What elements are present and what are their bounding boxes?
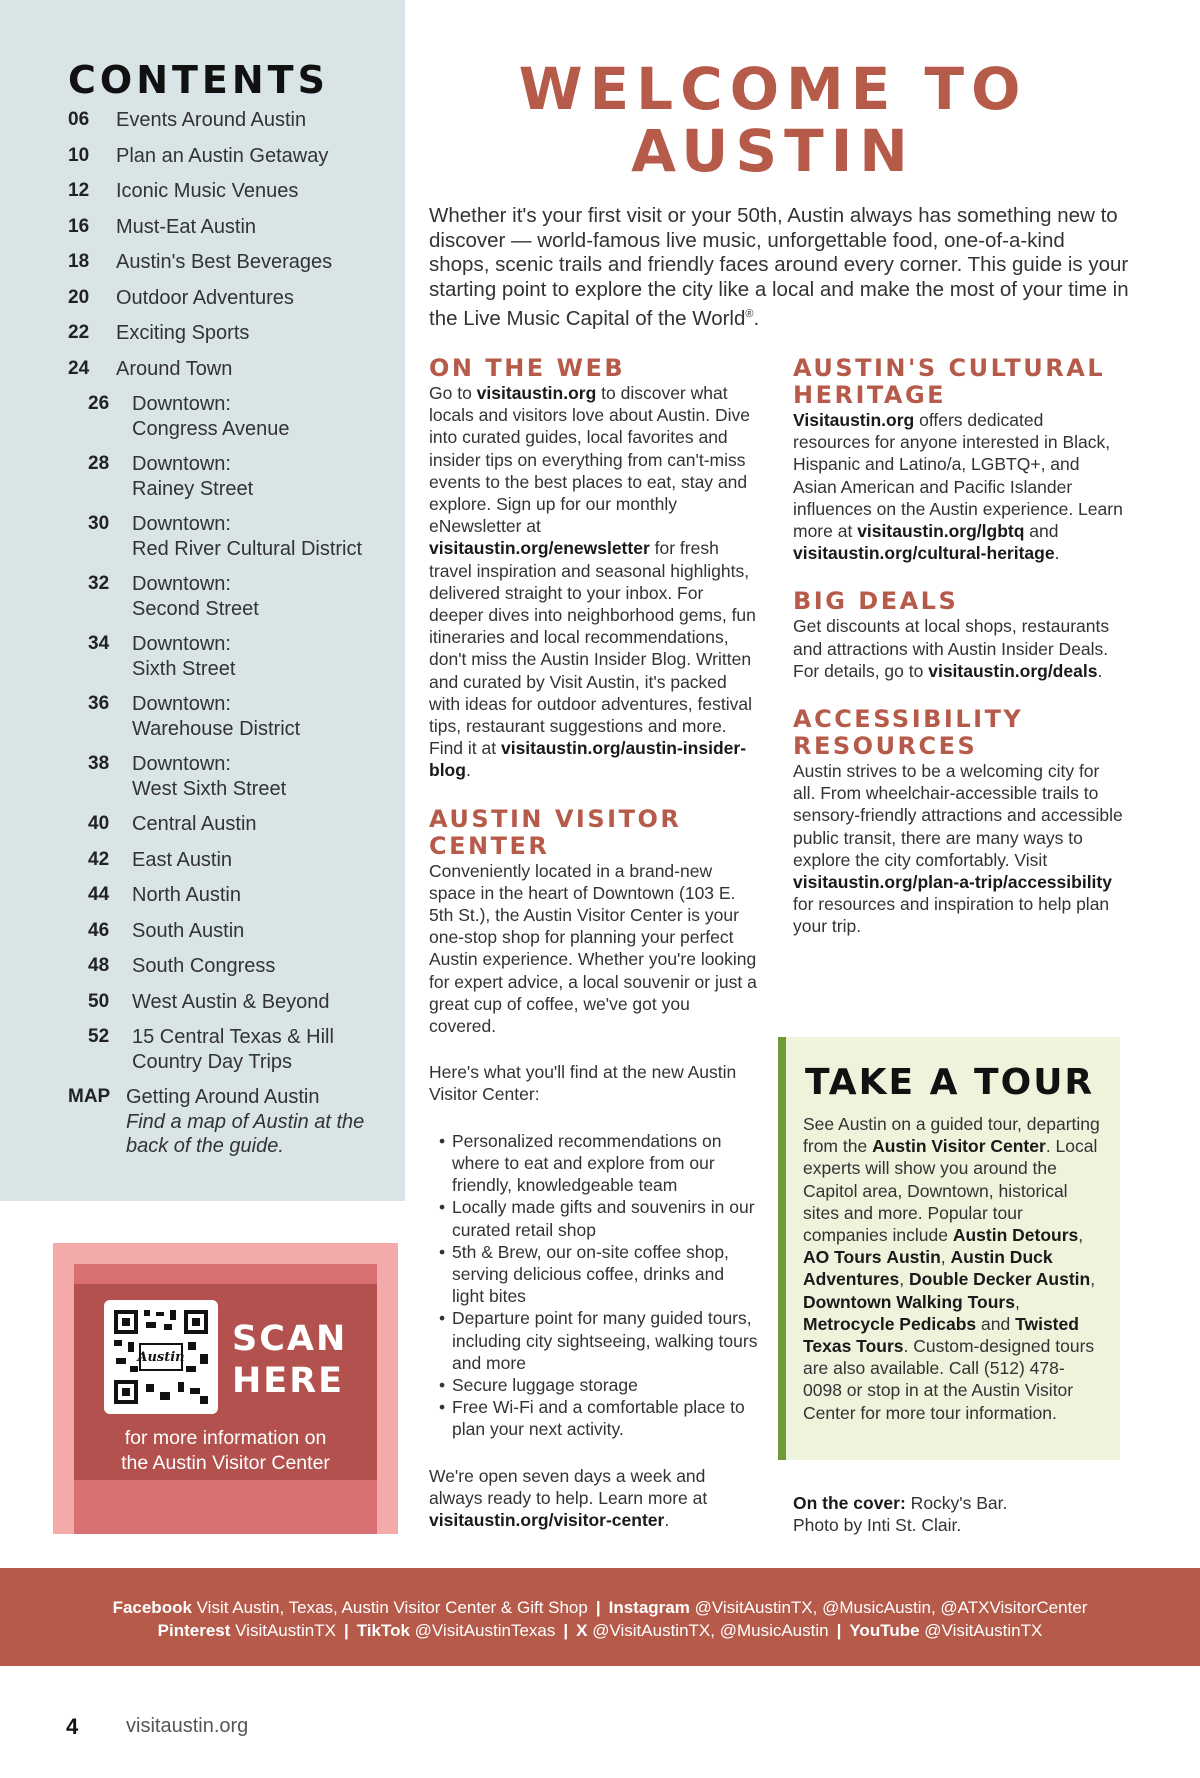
- toc-page-number: 06: [68, 109, 90, 130]
- contents-title: CONTENTS: [68, 58, 329, 102]
- toc-sub-entry[interactable]: [68, 848, 398, 873]
- body-fragment: .: [1054, 543, 1060, 564]
- toc-page-number: MAP: [68, 1086, 111, 1107]
- spacer: [793, 564, 1123, 588]
- cover-label: On the cover:: [793, 1493, 906, 1513]
- toc-label: [132, 572, 259, 621]
- social-value: @VisitAustinTX: [919, 1621, 1043, 1640]
- right-column: [793, 355, 1123, 938]
- toc-sub-entry[interactable]: [68, 919, 398, 944]
- take-a-tour-heading: TAKE A TOUR: [805, 1062, 1095, 1103]
- toc-label-line: Red River Cultural District: [132, 537, 363, 560]
- social-value: @VisitAustinTexas: [409, 1621, 556, 1640]
- social-value: @VisitAustinTX, @MusicAustin: [587, 1621, 829, 1640]
- toc-label-line: Sixth Street: [132, 657, 236, 680]
- heading-line: HERITAGE: [793, 381, 947, 409]
- separator: |: [836, 1621, 842, 1640]
- toc-page-number: 40: [88, 813, 110, 834]
- toc-label: Outdoor Adventures: [116, 286, 294, 309]
- toc-label: [126, 1085, 364, 1159]
- big-deals-body: [793, 615, 1123, 682]
- toc-label-line: Congress Avenue: [132, 417, 290, 440]
- toc-label: [132, 392, 290, 441]
- heading-line: ACCESSIBILITY: [793, 705, 1024, 734]
- tour-company: AO Tours: [803, 1247, 882, 1268]
- toc-label: South Congress: [132, 955, 276, 977]
- toc-label: Plan an Austin Getaway: [116, 144, 329, 167]
- toc-sub-entry[interactable]: [68, 632, 398, 681]
- list-item: • Free Wi-Fi and a comfortable place to plan your next activity.: [439, 1396, 759, 1440]
- toc-label: [132, 632, 235, 681]
- toc-sub-entry[interactable]: [68, 392, 398, 441]
- toc-page-number: 28: [88, 453, 110, 474]
- body-fragment: for resources and inspiration to help plan your trip.: [793, 894, 1110, 937]
- toc-sub-entry[interactable]: [68, 692, 398, 741]
- body-fragment: and: [976, 1313, 1016, 1334]
- big-deals-heading: BIG DEALS: [793, 587, 959, 616]
- page-title-line: AUSTIN: [631, 117, 915, 185]
- social-line-2: [0, 1619, 1200, 1642]
- social-label: TikTok: [356, 1621, 410, 1640]
- toc-label: [132, 452, 253, 501]
- toc-sub-entry[interactable]: [68, 990, 398, 1015]
- toc-page-number: 26: [88, 393, 110, 414]
- visitor-center-link[interactable]: visitaustin.org/visitor-center: [429, 1509, 665, 1530]
- visitaustin-link[interactable]: visitaustin.org: [476, 383, 597, 403]
- toc-page-number: 44: [88, 884, 110, 905]
- list-item: • Locally made gifts and souvenirs in our curated retail shop: [439, 1196, 759, 1240]
- accessibility-body: [793, 760, 1123, 938]
- cover-text: Rocky's Bar.: [905, 1493, 1008, 1513]
- visitor-center-heading: [429, 806, 759, 860]
- toc-label: [132, 752, 286, 801]
- body-fragment: .: [664, 1509, 670, 1530]
- social-line-1: [0, 1596, 1200, 1619]
- toc-label-line: Country Day Trips: [132, 1050, 293, 1073]
- tour-company: Downtown Walking Tours: [803, 1291, 1015, 1312]
- toc-page-number: 16: [68, 215, 90, 237]
- toc-label: Events Around Austin: [116, 109, 307, 131]
- toc-label-line: Downtown:: [132, 633, 231, 655]
- toc-label: [132, 692, 300, 741]
- toc-sub-entry[interactable]: [68, 572, 398, 621]
- lgbtq-link[interactable]: visitaustin.org/lgbtq: [857, 521, 1025, 542]
- spacer: [793, 682, 1123, 706]
- toc-entry[interactable]: [68, 357, 398, 382]
- body-fragment: . Custom-designed tours are also available. Call (512) 478-0098 or stop in at the Austin Visitor Center for more tour information.: [803, 1336, 1095, 1423]
- toc-label-line: Second Street: [132, 597, 259, 620]
- toc-label-line: Downtown:: [132, 573, 231, 595]
- social-label: YouTube: [849, 1621, 920, 1640]
- toc-page-number: 50: [88, 990, 110, 1012]
- toc-entry[interactable]: [68, 144, 398, 169]
- toc-page-number: 46: [88, 919, 110, 941]
- toc-sub-entry[interactable]: [68, 752, 398, 801]
- toc-label: West Austin & Beyond: [132, 990, 330, 1013]
- body-fragment: . Local experts will show you around the Capitol area, Downtown, historical sites and more. Popular tour companies include: [803, 1136, 1098, 1246]
- scan-caption-line: for more information on: [124, 1427, 327, 1449]
- social-label: X: [576, 1621, 588, 1640]
- scan-title-line: HERE: [232, 1361, 345, 1401]
- body-fragment: Austin strives to be a welcoming city for all. From wheelchair-accessible trails to sensory-friendly attractions and accessible public transit, there are many ways to explore the city comfortably. Visit: [793, 761, 1123, 870]
- x-link[interactable]: [576, 1621, 828, 1640]
- scan-here-title: [232, 1318, 347, 1402]
- toc-page-number: 42: [88, 848, 110, 870]
- toc-sub-entry[interactable]: [68, 812, 398, 837]
- toc-entry[interactable]: [68, 179, 398, 204]
- social-value: Visit Austin, Texas, Austin Visitor Center & Gift Shop: [191, 1598, 588, 1617]
- body-fragment: ,: [1014, 1291, 1020, 1312]
- body-fragment: and: [1024, 521, 1059, 542]
- body-fragment: offers dedicated resources for anyone interested in Black, Hispanic and Latino/a, LGBTQ+, and Asian American and Pacific Islander influences on the Austin experience. Learn more at: [793, 410, 1123, 542]
- toc-label-line: Downtown:: [132, 693, 231, 715]
- on-the-web-body: [429, 382, 759, 782]
- list-item: • Secure luggage storage: [439, 1374, 759, 1396]
- toc-entry[interactable]: [68, 215, 398, 240]
- registered-mark: ®: [745, 308, 754, 320]
- heading-line: CENTER: [429, 831, 550, 860]
- visitaustin-link[interactable]: Visitaustin.org: [793, 410, 915, 430]
- intro-text: Whether it's your first visit or your 50th, Austin always has something new to discover — world-famous live music, unforgettable food, one-of-a-kind shops, scenic trails and friendly faces around every corner. This guide is your starting point to explore the city like a local and make the most of your time in the Live Music Capital of the World: [429, 204, 1129, 330]
- accessibility-heading: [793, 706, 1123, 760]
- qr-code-icon: [112, 1308, 210, 1406]
- toc-label: Around Town: [116, 357, 233, 380]
- toc-sub-entry[interactable]: [68, 452, 398, 501]
- body-fragment: for fresh travel inspiration and seasonal highlights, delivered straight to your inbox. For deeper dives into neighborhood gems, fun itineraries and local recommendations, don't miss the Austin Insider Blog. Written and curated by Visit Austin, it's packed with ideas for outdoor adventures, festival tips, restaurant suggestions and more. Find it at: [429, 538, 756, 759]
- body-fragment: .: [1097, 660, 1103, 681]
- scan-caption: [74, 1426, 377, 1476]
- qr-logo-text: Austin: [137, 1350, 185, 1365]
- on-the-web-heading: ON THE WEB: [429, 354, 626, 382]
- body-fragment: We're open seven days a week and always ready to help. Learn more at: [429, 1465, 708, 1508]
- youtube-link[interactable]: [849, 1621, 1042, 1640]
- toc-label-line: Getting Around Austin: [126, 1086, 320, 1108]
- qr-code[interactable]: [104, 1300, 218, 1414]
- intro-end: .: [753, 306, 760, 330]
- heading-line: AUSTIN VISITOR: [429, 804, 682, 833]
- visitor-center-features: [429, 1130, 759, 1441]
- toc-label-line: West Sixth Street: [132, 777, 287, 800]
- toc-page-number: 34: [88, 633, 110, 654]
- toc-page-number: 22: [68, 322, 90, 343]
- toc-sub-entry[interactable]: [68, 512, 398, 561]
- toc-label-line: Downtown:: [132, 393, 231, 415]
- body-fragment: ,: [940, 1247, 951, 1268]
- deals-link[interactable]: visitaustin.org/deals: [928, 660, 1098, 681]
- body-fragment: Go to: [429, 383, 477, 403]
- list-item: • Departure point for many guided tours, including city sightseeing, walking tours and more: [439, 1307, 759, 1374]
- spacer: [429, 782, 759, 806]
- toc-page-number: 18: [68, 251, 90, 272]
- enewsletter-link[interactable]: visitaustin.org/enewsletter: [429, 538, 650, 559]
- tour-company: Metrocycle Pedicabs: [803, 1313, 977, 1334]
- social-label: Facebook: [112, 1598, 192, 1617]
- toc-label-line: 15 Central Texas & Hill: [132, 1026, 334, 1048]
- toc-label: [132, 1025, 334, 1074]
- toc-sub-entry[interactable]: [68, 1025, 398, 1074]
- toc-page-number: 38: [88, 753, 110, 774]
- toc-label-line: Rainey Street: [132, 477, 254, 500]
- list-item: • Personalized recommendations on where to eat and explore from our friendly, knowledgeable team: [439, 1130, 759, 1197]
- page-title: [428, 55, 1118, 185]
- toc-label: [132, 512, 362, 561]
- social-label: Pinterest: [157, 1621, 231, 1640]
- separator: |: [563, 1621, 569, 1640]
- take-a-tour-body: [803, 1113, 1103, 1424]
- photo-credit: Photo by Inti St. Clair.: [793, 1515, 962, 1536]
- toc-page-number: 36: [88, 693, 110, 714]
- insider-blog-link[interactable]: visitaustin.org/austin-insider-blog: [429, 738, 747, 781]
- social-label: Instagram: [608, 1598, 690, 1617]
- tour-company: Austin Detours: [952, 1225, 1079, 1246]
- toc-page-number: 32: [88, 573, 110, 594]
- tour-company: Austin Duck Adventures: [803, 1247, 1053, 1290]
- page-number: 4: [66, 1714, 79, 1739]
- tour-company: Twisted Texas Tours: [803, 1313, 1079, 1357]
- tour-company: Double Decker Austin: [909, 1269, 1091, 1290]
- separator: |: [343, 1621, 349, 1640]
- toc-page-number: 12: [68, 180, 90, 201]
- table-of-contents: [68, 108, 398, 1170]
- toc-label-line: Warehouse District: [132, 717, 301, 740]
- toc-label: East Austin: [132, 848, 233, 871]
- body-fragment: See Austin on a guided tour, departing from the: [803, 1114, 1100, 1157]
- toc-page-number: 30: [88, 513, 110, 534]
- toc-sub-entry[interactable]: [68, 954, 398, 979]
- toc-label: South Austin: [132, 919, 245, 942]
- list-item: • 5th & Brew, our on-site coffee shop, serving delicious coffee, drinks and light bites: [439, 1241, 759, 1308]
- social-value: @VisitAustinTX, @MusicAustin, @ATXVisitorCenter: [689, 1598, 1088, 1617]
- toc-label-line: Downtown:: [132, 453, 231, 475]
- pinterest-link[interactable]: [158, 1621, 336, 1640]
- cultural-heritage-link[interactable]: visitaustin.org/cultural-heritage: [793, 543, 1055, 564]
- toc-sub-entry[interactable]: [68, 883, 398, 908]
- toc-map-note: back of the guide.: [126, 1135, 284, 1157]
- social-media-band: [0, 1568, 1200, 1666]
- body-fragment: ,: [1078, 1225, 1084, 1246]
- toc-label: Must-Eat Austin: [116, 215, 257, 238]
- body-fragment: ,: [1090, 1269, 1096, 1290]
- scan-caption-line: the Austin Visitor Center: [121, 1452, 330, 1474]
- toc-label: North Austin: [132, 884, 241, 906]
- accessibility-link[interactable]: visitaustin.org/plan-a-trip/accessibility: [793, 872, 1112, 893]
- toc-entry[interactable]: [68, 108, 398, 133]
- toc-page-number: 20: [68, 286, 90, 308]
- tour-company: Austin Visitor Center: [872, 1136, 1046, 1157]
- toc-page-number: 10: [68, 144, 90, 166]
- spacer: [429, 1037, 759, 1061]
- toc-label: Austin's Best Beverages: [116, 251, 333, 273]
- footer-url[interactable]: visitaustin.org: [126, 1715, 249, 1737]
- toc-page-number: 48: [88, 955, 110, 976]
- cultural-heritage-heading: [793, 355, 1123, 409]
- visitor-center-intro: Here's what you'll find at the new Austin Visitor Center:: [429, 1062, 737, 1105]
- spacer: [429, 1441, 759, 1465]
- heading-line: AUSTIN'S CULTURAL: [793, 354, 1106, 382]
- toc-entry[interactable]: [68, 250, 398, 275]
- toc-entry[interactable]: [68, 321, 398, 346]
- page-title-line: WELCOME TO: [518, 55, 1028, 123]
- toc-map-note: Find a map of Austin at the: [126, 1110, 365, 1133]
- body-fragment: ,: [899, 1269, 910, 1290]
- toc-page-number: 24: [68, 357, 90, 379]
- heading-line: RESOURCES: [793, 732, 978, 761]
- separator: |: [595, 1598, 601, 1617]
- toc-page-number: 52: [88, 1026, 110, 1047]
- toc-label-line: Downtown:: [132, 513, 231, 535]
- toc-label: Exciting Sports: [116, 322, 250, 344]
- facebook-link[interactable]: [113, 1598, 588, 1617]
- body-fragment: .: [465, 760, 471, 781]
- intro-paragraph: [429, 204, 1129, 331]
- body-fragment: to discover what locals and visitors love about Austin. Dive into curated guides, local favorites and insider tips on everything from can't-miss events to the best places to eat, stay and explore. Sign up for our monthly eNewsletter at: [429, 383, 750, 537]
- social-value: VisitAustinTX: [230, 1621, 336, 1640]
- instagram-link[interactable]: [609, 1598, 1088, 1617]
- toc-label: Central Austin: [132, 813, 257, 835]
- cultural-heritage-body: [793, 409, 1123, 564]
- cover-credit: [793, 1492, 1113, 1536]
- body-fragment: Get discounts at local shops, restaurants and attractions with Austin Insider Deals. For details, go to: [793, 616, 1110, 681]
- toc-map-entry[interactable]: [68, 1085, 398, 1159]
- tour-company: Austin: [886, 1247, 941, 1268]
- left-column: [429, 355, 759, 1531]
- tiktok-link[interactable]: [357, 1621, 556, 1640]
- toc-label: Iconic Music Venues: [116, 180, 299, 202]
- scan-title-line: SCAN: [232, 1319, 348, 1359]
- visitor-center-closing: [429, 1465, 759, 1532]
- toc-label-line: Downtown:: [132, 753, 231, 775]
- toc-entry[interactable]: [68, 286, 398, 311]
- visitor-center-body: Conveniently located in a brand-new space in the heart of Downtown (103 E. 5th St.), the Austin Visitor Center is your one-stop shop for planning your perfect Austin experience. Whether you're looking for expert advice, a local souvenir or just a great cup of coffee, we've got you covered.: [429, 860, 757, 1037]
